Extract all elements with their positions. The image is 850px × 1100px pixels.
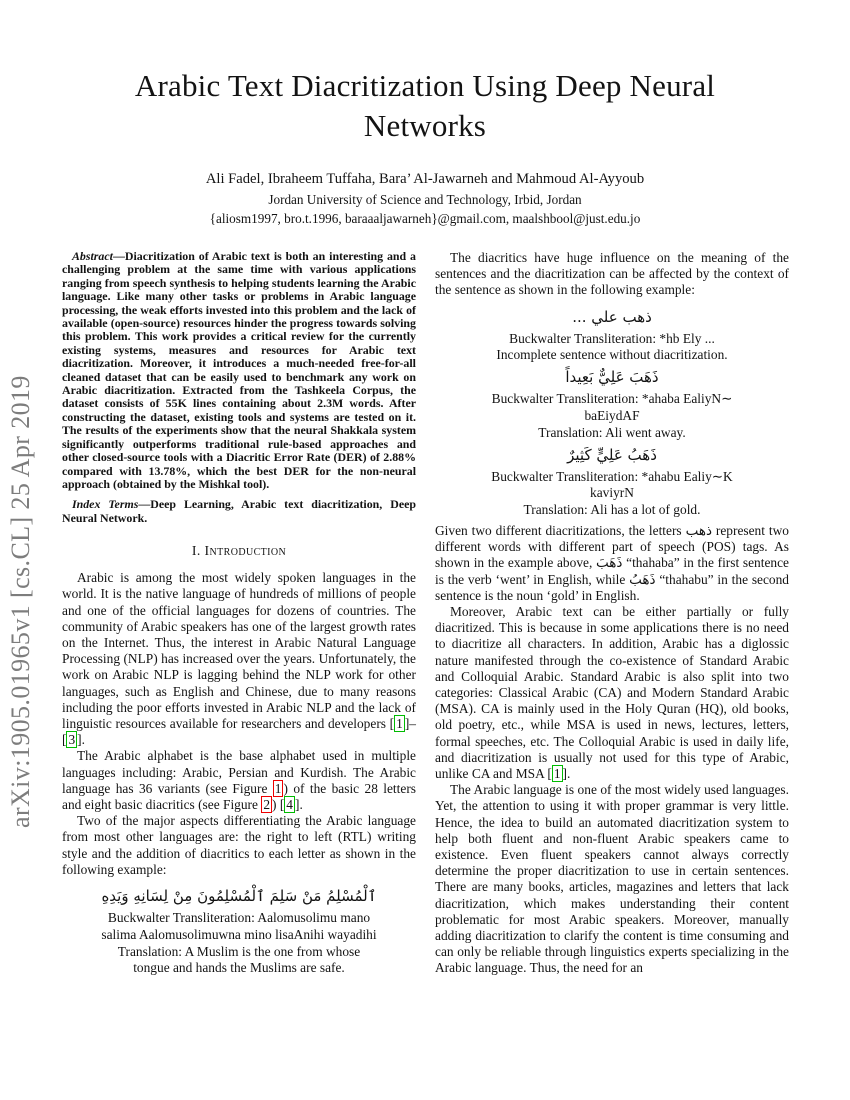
arabic-sentence: ذَهَبَ عَلِيٌّ بَعِيداً xyxy=(565,368,659,387)
translation-line: Translation: A Muslim is the one from whose xyxy=(117,943,361,959)
paper-header xyxy=(0,66,850,227)
index-terms-paragraph xyxy=(62,498,416,525)
text-segment: —Deep Learning, Arabic text diacritization, Deep Neural Network. xyxy=(62,497,416,525)
transliteration-line: Buckwalter Transliteration: *ahabu Ealiy∼K xyxy=(491,468,733,484)
transliteration-line: kaviyrN xyxy=(590,485,634,501)
arabic-example-block-ali xyxy=(435,304,789,519)
text-segment: Arabic is among the most widely spoken languages in the world. It is the native language of hundreds of millions of people and one of the official languages for dozens of countries. The community of Arabic speakers has one of the largest growth rates on the Internet. Thus, the interest in Arabic Natural Language Processing (NLP) has increased over the years. Unfortunately, the work on Arabic NLP is lagging behind the NLP work for other languages, such as English and Chinese, due to many reasons including the poor efforts invested in Arabic NLP and the lack of linguistic resources available for researchers and developers [ xyxy=(62,570,416,731)
text-segment: Given two different diacritizations, the letters xyxy=(435,522,686,538)
text-segment: “thahaba” in the first sentence is the verb ‘went’ in English, while xyxy=(435,555,789,587)
arabic-sentence: ذهب علي ... xyxy=(572,307,652,326)
abstract-paragraph xyxy=(62,250,416,491)
text-segment: ) [ xyxy=(272,796,285,812)
text-segment: ) of the basic 28 letters and eight basic diacritics (see Figure xyxy=(62,780,416,812)
text-segment: Moreover, Arabic text can be either partially or fully diacritized. This is because in some applications there is no need to diacritize all characters. In addition, Arabic has a diglossic nature manifested through the co-existence of Standard Arabic and Colloquial Arabic. Standard Arabic is also split into two categories: Classical Arabic (CA) and Modern Standard Arabic (MSA). CA is mainly used in the Holy Quran (HQ), old books, old poetry, etc., while MSA is used in news, lectures, letters, formal speeches, etc. The Colloquial Arabic is used in daily life, and diacritization is usually not used for this type of Arabic, unlike CA and MSA [ xyxy=(435,604,789,782)
italic-label: Abstract xyxy=(72,249,113,263)
arabic-sentence: ذَهَبُ عَلِيٍّ كَثِيرٌ xyxy=(567,445,657,464)
citation-link[interactable]: 1 xyxy=(396,715,403,731)
text-segment: The Arabic alphabet is the base alphabet used in multiple languages including: Arabic, Persian and Kurdish. The Arabic language has 36 variants (see Figure xyxy=(62,748,416,796)
transliteration-line: salima Aalomusolimuwna mino lisaAnihi wayadihi xyxy=(101,926,377,942)
two-column-body xyxy=(62,250,789,981)
text-segment: ]–[ xyxy=(62,715,416,748)
arabic-inline-word: ذَهَبَ xyxy=(596,555,623,572)
translation-line: Translation: Ali has a lot of gold. xyxy=(523,502,701,518)
text-segment: ]. xyxy=(77,732,85,748)
citation-link[interactable]: 4 xyxy=(286,796,293,812)
figure-link[interactable]: 2 xyxy=(263,796,271,812)
translation-line: Translation: Ali went away. xyxy=(538,424,686,440)
arabic-inline-word: ذَهَبُ xyxy=(629,571,656,588)
arabic-inline-word: ذهب xyxy=(685,522,712,539)
arabic-sentence: ٱلْمُسْلِمُ مَنْ سَلِمَ ٱلْمُسْلِمُونَ مِنْ لِسَانِهِ وَيَدِهِ xyxy=(101,886,377,905)
arabic-example-block-muslim xyxy=(62,883,416,977)
diglossia-paragraph xyxy=(435,604,789,782)
text-segment: ]. xyxy=(295,796,303,812)
arxiv-watermark: arXiv:1905.01965v1 [cs.CL] 25 Apr 2019 xyxy=(6,375,35,828)
author-emails: {aliosm1997, bro.t.1996, baraaaljawarneh}@gmail.com, maalshbool@just.edu.jo xyxy=(209,211,641,226)
italic-label: Index Terms xyxy=(72,497,139,512)
paper-title: Arabic Text Diacritization Using Deep Neural Networks xyxy=(134,68,716,143)
note-line: Incomplete sentence without diacritization. xyxy=(496,347,728,363)
citation-link[interactable]: 3 xyxy=(68,732,76,748)
right-column xyxy=(435,250,789,981)
text-segment: represent two different words with different part of speech (POS) tags. As shown in the example above, xyxy=(435,522,790,571)
transliteration-line: Buckwalter Transliteration: *hb Ely ... xyxy=(509,330,715,346)
transliteration-line: Buckwalter Transliteration: Aalomusolimu mano xyxy=(107,909,371,925)
translation-line: tongue and hands the Muslims are safe. xyxy=(133,960,345,976)
motivation-paragraph: The Arabic language is one of the most widely used languages. Yet, the attention to using it with proper grammar is very little. Hence, the idea to build an automated diacritization system to help both fluent and non-fluent Arabic speakers came to existence. Even fluent speakers cannot always correctly determine the proper diacritization to use in certain sentences. There are many books, articles, magazines and letters that lack diacritization, which makes understanding their content problematic for most Arabic speakers. Moreover, manually adding diacritization to clarify the content is time consuming and can only be reliable through linguistics experts specializing in the Arabic language. Thus, the need for an xyxy=(435,782,789,976)
text-segment: ]. xyxy=(562,766,571,782)
affiliation: Jordan University of Science and Technology, Irbid, Jordan xyxy=(268,192,582,207)
figure-link[interactable]: 1 xyxy=(274,780,282,796)
diacritics-paragraph: The diacritics have huge influence on the meaning of the sentences and the diacritization can be affected by the context of the sentence as shown in the following example: xyxy=(435,250,789,298)
text-segment: “thahabu” in the second sentence is the noun ‘gold’ in English. xyxy=(435,571,790,603)
intro-paragraph-3: Two of the major aspects differentiating the Arabic language from most other languages are: the right to left (RTL) writing style and the addition of diacritics to each letter as shown in the following example: xyxy=(62,813,416,877)
section-heading-introduction: I. Introduction xyxy=(191,543,287,559)
intro-paragraph-1 xyxy=(62,570,416,748)
citation-link[interactable]: 1 xyxy=(553,766,561,782)
author-list: Ali Fadel, Ibraheem Tuffaha, Bara’ Al-Jawarneh and Mahmoud Al-Ayyoub xyxy=(205,171,645,187)
text-segment: —Diacritization of Arabic text is both an interesting and a challenging problem at the same time with various applications ranging from speech synthesis to helping students learning the Arabic language. Like many other tasks or problems in Arabic language processing, the weak efforts invested into this problem and the lack of available (open-source) resources hinder the progress towards solving this problem. This work provides a critical review for the currently existing systems, measures and resources for Arabic text diacritization. Moreover, it introduces a much-needed free-for-all cleaned dataset that can be easily used to benchmark any work on Arabic diacritization. Extracted from the Tashkeela Corpus, the dataset consists of 55K lines containing about 2.3M words. After constructing the dataset, existing tools and systems are tested on it. The results of the experiments show that the neural Shakkala system significantly outperforms traditional rule-based approaches and other closed-source tools with a Diacritic Error Rate (DER) of 2.88% compared with 13.78%, which the best DER for the non-neural approach (obtained by the Mishkal tool). xyxy=(62,249,416,491)
pos-explanation-paragraph xyxy=(435,523,789,604)
left-column xyxy=(62,250,416,981)
transliteration-line: Buckwalter Transliteration: *ahaba EaliyN∼ xyxy=(491,391,733,407)
intro-paragraph-2 xyxy=(62,748,416,813)
transliteration-line: baEiydAF xyxy=(584,408,640,423)
